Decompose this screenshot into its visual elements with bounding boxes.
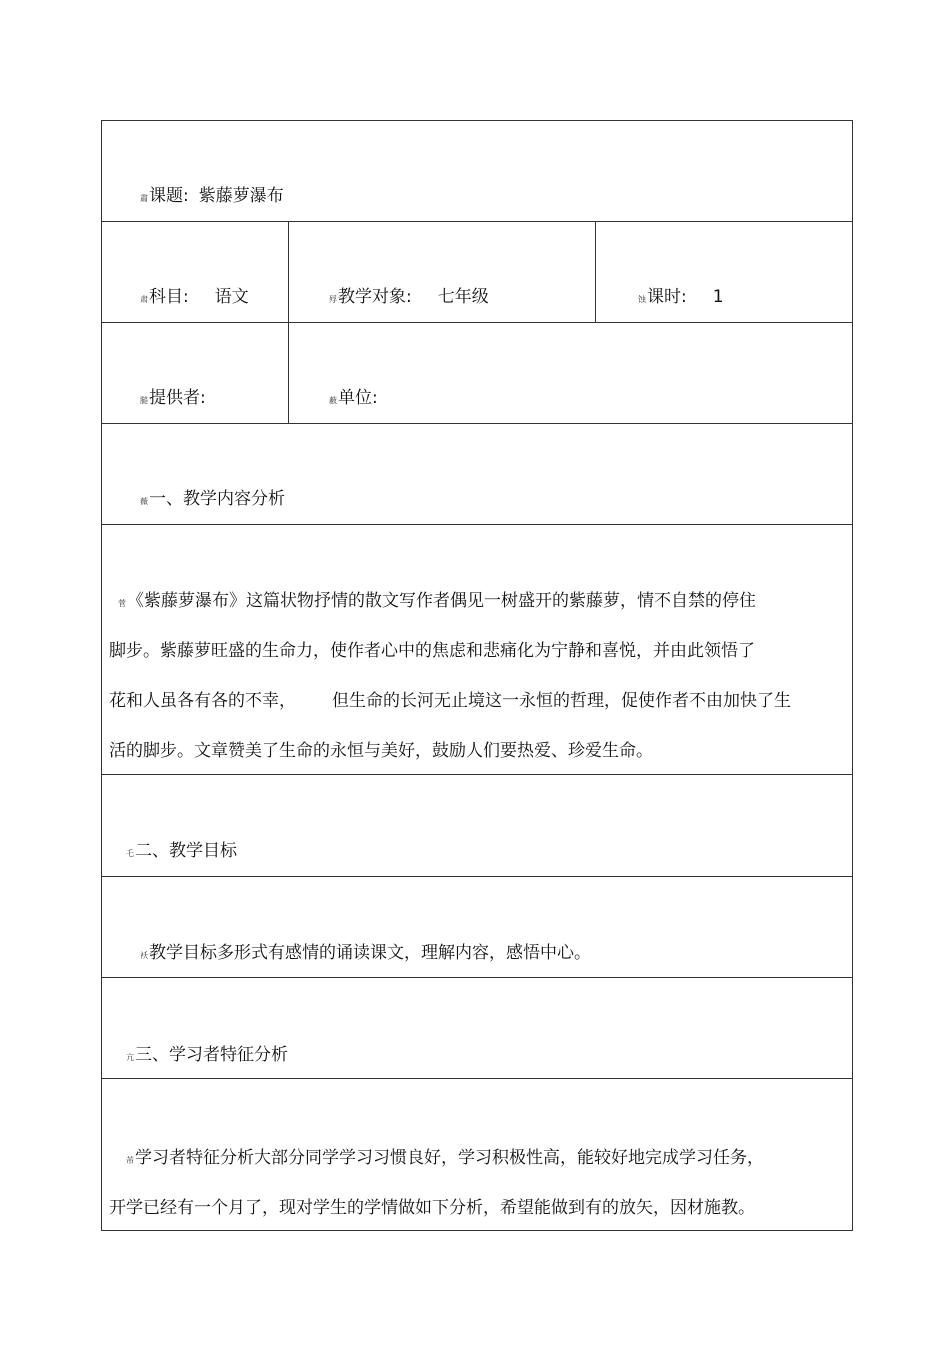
section1-line-2: 脚步。紫藤萝旺盛的生命力，使作者心中的焦虑和悲痛化为宁静和喜悦，并由此领悟了 <box>109 641 755 661</box>
provider-label: 提供者: <box>149 388 206 408</box>
section3-body-mark: 芾 <box>126 1156 134 1165</box>
unit-mark: 蔽 <box>329 396 337 405</box>
target-mark: 殍 <box>329 295 337 304</box>
section1-body-cell <box>102 525 853 775</box>
lesson-plan-table <box>101 120 853 1231</box>
section1-line-3a: 花和人虽各有各的不幸， <box>109 691 296 711</box>
section1-line-1-text: 《紫藤萝瀑布》这篇状物抒情的散文写作者偶见一树盛开的紫藤萝，情不自禁的停住 <box>127 591 756 611</box>
subject-value: 语文 <box>214 287 249 307</box>
section2-title <box>126 841 237 861</box>
section1-body-mark: 菅 <box>118 599 126 608</box>
provider-mark: 膇 <box>140 396 148 405</box>
section3-body-row <box>102 1079 853 1231</box>
target-label: 教学对象: <box>338 287 412 307</box>
target-cell <box>289 222 596 323</box>
hours-cell <box>596 222 853 323</box>
section1-title-text: 一、教学内容分析 <box>149 489 285 509</box>
section2-title-row <box>102 775 853 877</box>
subject-cell <box>102 222 289 323</box>
section3-line-1-text: 学习者特征分析大部分同学学习习惯良好，学习积极性高，能较好地完成学习任务， <box>135 1148 764 1168</box>
section1-title <box>140 489 285 509</box>
section1-body-row <box>102 525 853 775</box>
section3-mark: 亢 <box>126 1053 134 1062</box>
topic-mark: 肅 <box>140 194 148 203</box>
section1-title-cell <box>102 424 853 525</box>
section2-title-text: 二、教学目标 <box>135 841 237 861</box>
unit-cell <box>289 323 853 424</box>
unit-line <box>329 388 378 408</box>
topic-label: 课题: <box>149 186 189 206</box>
hours-line <box>638 287 724 307</box>
subject-line <box>140 287 249 307</box>
section1-line-1 <box>118 591 756 611</box>
unit-label: 单位: <box>338 388 378 408</box>
topic-row <box>102 121 853 222</box>
section2-mark: 乇 <box>126 849 134 858</box>
section3-title-text: 三、学习者特征分析 <box>135 1045 288 1065</box>
target-line <box>329 287 489 307</box>
provider-cell <box>102 323 289 424</box>
section2-title-cell <box>102 775 853 877</box>
section3-title-row <box>102 978 853 1079</box>
topic-value: 紫藤萝瀑布 <box>198 186 284 206</box>
topic-line <box>140 186 284 206</box>
section1-mark: 薇 <box>140 497 148 506</box>
section1-line-4: 活的脚步。文章赞美了生命的永恒与美好，鼓励人们要热爱、珍爱生命。 <box>109 741 653 761</box>
hours-label: 课时: <box>647 287 687 307</box>
topic-cell <box>102 121 853 222</box>
section1-line-3b: 但生命的长河无止境这一永恒的哲理，促使作者不由加快了生 <box>332 691 791 711</box>
meta-row <box>102 222 853 323</box>
section2-body-text: 教学目标多形式有感情的诵读课文，理解内容，感悟中心。 <box>149 943 591 963</box>
section3-title <box>126 1045 288 1065</box>
section2-body <box>140 943 591 963</box>
subject-label: 科目: <box>149 287 189 307</box>
section2-body-cell <box>102 877 853 978</box>
section3-title-cell <box>102 978 853 1079</box>
section1-title-row <box>102 424 853 525</box>
section3-line-1 <box>126 1148 764 1168</box>
hours-value: 1 <box>712 287 724 307</box>
section1-line-3 <box>109 691 791 711</box>
target-value: 七年级 <box>437 287 489 307</box>
subject-mark: 肃 <box>140 295 148 304</box>
provider-row <box>102 323 853 424</box>
section2-body-mark: 袄 <box>140 951 148 960</box>
hours-mark: 蚀 <box>638 295 646 304</box>
section2-body-row <box>102 877 853 978</box>
section3-body-cell <box>102 1079 853 1231</box>
section3-line-2: 开学已经有一个月了，现对学生的学情做如下分析，希望能做到有的放矢，因材施教。 <box>109 1198 755 1218</box>
provider-line <box>140 388 206 408</box>
